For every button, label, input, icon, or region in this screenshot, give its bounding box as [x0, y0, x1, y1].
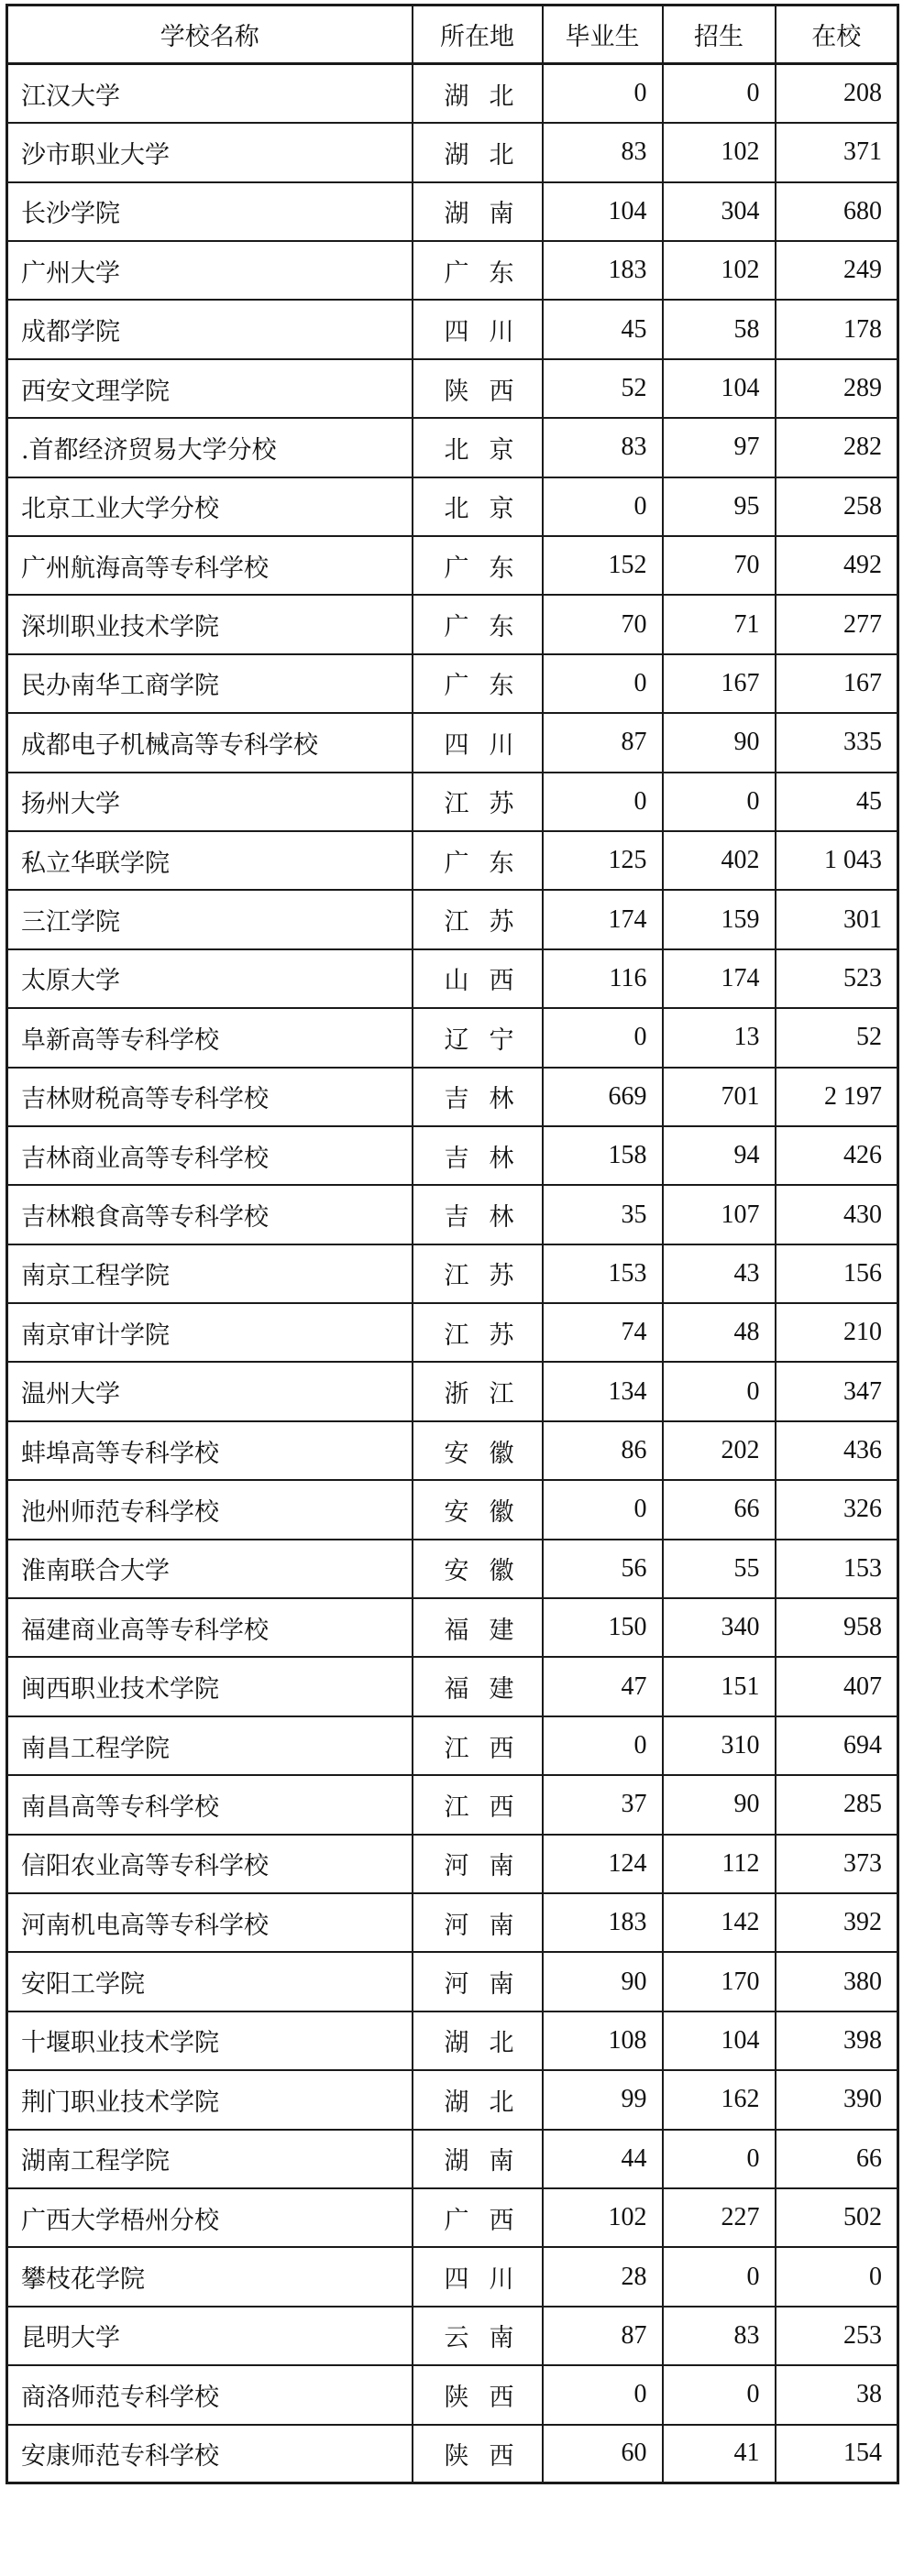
school-name-cell: 淮南联合大学 — [7, 1540, 413, 1598]
table-row — [7, 1185, 898, 1244]
school-name-cell: 河南机电高等专科学校 — [7, 1893, 413, 1952]
location-cell: 安徽 — [413, 1480, 543, 1539]
graduates-cell: 150 — [543, 1598, 663, 1657]
table-row — [7, 949, 898, 1008]
graduates-cell: 47 — [543, 1657, 663, 1716]
in-school-cell: 390 — [776, 2070, 898, 2129]
location-cell: 陕西 — [413, 2365, 543, 2424]
school-name-cell: .首都经济贸易大学分校 — [7, 418, 413, 477]
location-cell: 四川 — [413, 2247, 543, 2306]
school-name-cell: 长沙学院 — [7, 182, 413, 241]
location-cell: 广东 — [413, 595, 543, 653]
school-name-cell: 福建商业高等专科学校 — [7, 1598, 413, 1657]
enrollment-cell: 142 — [663, 1893, 776, 1952]
table-row — [7, 1126, 898, 1185]
enrollment-cell: 97 — [663, 418, 776, 477]
school-name-cell: 江汉大学 — [7, 64, 413, 123]
graduates-cell: 86 — [543, 1421, 663, 1480]
graduates-cell: 183 — [543, 241, 663, 300]
header-in-school: 在校 — [776, 5, 898, 64]
in-school-cell: 282 — [776, 418, 898, 477]
table-row — [7, 1068, 898, 1126]
graduates-cell: 0 — [543, 477, 663, 536]
in-school-cell: 426 — [776, 1126, 898, 1185]
graduates-cell: 0 — [543, 1716, 663, 1775]
table-row — [7, 2425, 898, 2483]
enrollment-cell: 43 — [663, 1244, 776, 1303]
graduates-cell: 99 — [543, 2070, 663, 2129]
enrollment-cell: 151 — [663, 1657, 776, 1716]
header-row — [7, 5, 898, 64]
location-cell: 江苏 — [413, 1244, 543, 1303]
enrollment-cell: 55 — [663, 1540, 776, 1598]
enrollment-cell: 174 — [663, 949, 776, 1008]
school-name-cell: 广州航海高等专科学校 — [7, 536, 413, 595]
location-cell: 广西 — [413, 2188, 543, 2247]
in-school-cell: 392 — [776, 1893, 898, 1952]
location-cell: 云南 — [413, 2307, 543, 2365]
school-name-cell: 十堰职业技术学院 — [7, 2011, 413, 2070]
table-row — [7, 2365, 898, 2424]
table-row — [7, 1952, 898, 2011]
enrollment-cell: 701 — [663, 1068, 776, 1126]
in-school-cell: 347 — [776, 1362, 898, 1420]
location-cell: 吉林 — [413, 1185, 543, 1244]
location-cell: 北京 — [413, 418, 543, 477]
in-school-cell: 380 — [776, 1952, 898, 2011]
enrollment-cell: 170 — [663, 1952, 776, 2011]
graduates-cell: 83 — [543, 418, 663, 477]
enrollment-cell: 70 — [663, 536, 776, 595]
table-row — [7, 300, 898, 358]
in-school-cell: 430 — [776, 1185, 898, 1244]
location-cell: 广东 — [413, 536, 543, 595]
graduates-cell: 0 — [543, 654, 663, 713]
table-row — [7, 1716, 898, 1775]
in-school-cell: 289 — [776, 359, 898, 418]
enrollment-cell: 0 — [663, 64, 776, 123]
school-name-cell: 三江学院 — [7, 890, 413, 948]
location-cell: 江苏 — [413, 773, 543, 831]
location-cell: 吉林 — [413, 1068, 543, 1126]
header-graduates: 毕业生 — [543, 5, 663, 64]
location-cell: 河南 — [413, 1835, 543, 1893]
graduates-cell: 108 — [543, 2011, 663, 2070]
graduates-cell: 183 — [543, 1893, 663, 1952]
enrollment-cell: 66 — [663, 1480, 776, 1539]
location-cell: 辽宁 — [413, 1008, 543, 1067]
school-name-cell: 私立华联学院 — [7, 831, 413, 890]
school-name-cell: 温州大学 — [7, 1362, 413, 1420]
table-row — [7, 1835, 898, 1893]
location-cell: 陕西 — [413, 2425, 543, 2483]
enrollment-cell: 95 — [663, 477, 776, 536]
school-name-cell: 吉林商业高等专科学校 — [7, 1126, 413, 1185]
location-cell: 湖南 — [413, 182, 543, 241]
location-cell: 江西 — [413, 1775, 543, 1834]
in-school-cell: 38 — [776, 2365, 898, 2424]
in-school-cell: 52 — [776, 1008, 898, 1067]
school-name-cell: 吉林财税高等专科学校 — [7, 1068, 413, 1126]
enrollment-cell: 0 — [663, 2247, 776, 2306]
in-school-cell: 335 — [776, 713, 898, 772]
location-cell: 湖北 — [413, 64, 543, 123]
table-body — [7, 64, 898, 2483]
school-name-cell: 安康师范专科学校 — [7, 2425, 413, 2483]
in-school-cell: 253 — [776, 2307, 898, 2365]
enrollment-cell: 340 — [663, 1598, 776, 1657]
enrollment-cell: 94 — [663, 1126, 776, 1185]
school-name-cell: 商洛师范专科学校 — [7, 2365, 413, 2424]
in-school-cell: 156 — [776, 1244, 898, 1303]
location-cell: 福建 — [413, 1598, 543, 1657]
in-school-cell: 436 — [776, 1421, 898, 1480]
location-cell: 河南 — [413, 1952, 543, 2011]
in-school-cell: 178 — [776, 300, 898, 358]
enrollment-cell: 48 — [663, 1303, 776, 1362]
graduates-cell: 35 — [543, 1185, 663, 1244]
enrollment-cell: 167 — [663, 654, 776, 713]
graduates-cell: 174 — [543, 890, 663, 948]
enrollment-cell: 0 — [663, 2130, 776, 2188]
graduates-cell: 74 — [543, 1303, 663, 1362]
location-cell: 湖北 — [413, 2070, 543, 2129]
table-row — [7, 595, 898, 653]
location-cell: 湖北 — [413, 2011, 543, 2070]
table-container — [6, 4, 899, 2484]
in-school-cell: 301 — [776, 890, 898, 948]
graduates-cell: 52 — [543, 359, 663, 418]
graduates-cell: 124 — [543, 1835, 663, 1893]
school-name-cell: 吉林粮食高等专科学校 — [7, 1185, 413, 1244]
graduates-cell: 669 — [543, 1068, 663, 1126]
enrollment-cell: 71 — [663, 595, 776, 653]
graduates-cell: 45 — [543, 300, 663, 358]
table-row — [7, 1008, 898, 1067]
enrollment-cell: 58 — [663, 300, 776, 358]
school-name-cell: 广西大学梧州分校 — [7, 2188, 413, 2247]
school-name-cell: 扬州大学 — [7, 773, 413, 831]
graduates-cell: 0 — [543, 1480, 663, 1539]
graduates-cell: 0 — [543, 64, 663, 123]
enrollment-cell: 162 — [663, 2070, 776, 2129]
enrollment-cell: 402 — [663, 831, 776, 890]
graduates-cell: 125 — [543, 831, 663, 890]
in-school-cell: 502 — [776, 2188, 898, 2247]
location-cell: 江西 — [413, 1716, 543, 1775]
school-statistics-table — [6, 4, 899, 2484]
graduates-cell: 70 — [543, 595, 663, 653]
enrollment-cell: 104 — [663, 2011, 776, 2070]
enrollment-cell: 310 — [663, 1716, 776, 1775]
table-row — [7, 773, 898, 831]
school-name-cell: 安阳工学院 — [7, 1952, 413, 2011]
table-row — [7, 654, 898, 713]
school-name-cell: 南京审计学院 — [7, 1303, 413, 1362]
table-row — [7, 1362, 898, 1420]
table-row — [7, 1244, 898, 1303]
in-school-cell: 258 — [776, 477, 898, 536]
header-school-name: 学校名称 — [7, 5, 413, 64]
location-cell: 江苏 — [413, 890, 543, 948]
school-name-cell: 深圳职业技术学院 — [7, 595, 413, 653]
location-cell: 江苏 — [413, 1303, 543, 1362]
location-cell: 湖南 — [413, 2130, 543, 2188]
table-row — [7, 123, 898, 181]
school-name-cell: 南京工程学院 — [7, 1244, 413, 1303]
graduates-cell: 44 — [543, 2130, 663, 2188]
in-school-cell: 2 197 — [776, 1068, 898, 1126]
header-location: 所在地 — [413, 5, 543, 64]
in-school-cell: 277 — [776, 595, 898, 653]
location-cell: 广东 — [413, 831, 543, 890]
table-header — [7, 5, 898, 64]
school-name-cell: 西安文理学院 — [7, 359, 413, 418]
enrollment-cell: 0 — [663, 773, 776, 831]
enrollment-cell: 107 — [663, 1185, 776, 1244]
location-cell: 吉林 — [413, 1126, 543, 1185]
graduates-cell: 104 — [543, 182, 663, 241]
in-school-cell: 154 — [776, 2425, 898, 2483]
location-cell: 广东 — [413, 654, 543, 713]
graduates-cell: 90 — [543, 1952, 663, 2011]
school-name-cell: 湖南工程学院 — [7, 2130, 413, 2188]
in-school-cell: 249 — [776, 241, 898, 300]
table-row — [7, 2011, 898, 2070]
graduates-cell: 37 — [543, 1775, 663, 1834]
location-cell: 山西 — [413, 949, 543, 1008]
school-name-cell: 池州师范专科学校 — [7, 1480, 413, 1539]
in-school-cell: 1 043 — [776, 831, 898, 890]
school-name-cell: 南昌工程学院 — [7, 1716, 413, 1775]
in-school-cell: 694 — [776, 1716, 898, 1775]
school-name-cell: 民办南华工商学院 — [7, 654, 413, 713]
graduates-cell: 152 — [543, 536, 663, 595]
table-row — [7, 1540, 898, 1598]
graduates-cell: 56 — [543, 1540, 663, 1598]
table-row — [7, 536, 898, 595]
graduates-cell: 60 — [543, 2425, 663, 2483]
school-name-cell: 北京工业大学分校 — [7, 477, 413, 536]
table-row — [7, 1303, 898, 1362]
in-school-cell: 958 — [776, 1598, 898, 1657]
enrollment-cell: 227 — [663, 2188, 776, 2247]
table-row — [7, 1598, 898, 1657]
in-school-cell: 371 — [776, 123, 898, 181]
table-row — [7, 2130, 898, 2188]
table-row — [7, 2247, 898, 2306]
graduates-cell: 158 — [543, 1126, 663, 1185]
school-name-cell: 太原大学 — [7, 949, 413, 1008]
enrollment-cell: 90 — [663, 713, 776, 772]
table-row — [7, 1775, 898, 1834]
in-school-cell: 66 — [776, 2130, 898, 2188]
location-cell: 安徽 — [413, 1421, 543, 1480]
graduates-cell: 116 — [543, 949, 663, 1008]
in-school-cell: 680 — [776, 182, 898, 241]
table-row — [7, 1657, 898, 1716]
enrollment-cell: 83 — [663, 2307, 776, 2365]
school-name-cell: 昆明大学 — [7, 2307, 413, 2365]
enrollment-cell: 90 — [663, 1775, 776, 1834]
table-row — [7, 182, 898, 241]
enrollment-cell: 304 — [663, 182, 776, 241]
enrollment-cell: 13 — [663, 1008, 776, 1067]
enrollment-cell: 102 — [663, 123, 776, 181]
location-cell: 安徽 — [413, 1540, 543, 1598]
graduates-cell: 0 — [543, 773, 663, 831]
location-cell: 湖北 — [413, 123, 543, 181]
graduates-cell: 0 — [543, 2365, 663, 2424]
in-school-cell: 326 — [776, 1480, 898, 1539]
enrollment-cell: 112 — [663, 1835, 776, 1893]
in-school-cell: 208 — [776, 64, 898, 123]
in-school-cell: 492 — [776, 536, 898, 595]
graduates-cell: 134 — [543, 1362, 663, 1420]
location-cell: 北京 — [413, 477, 543, 536]
table-row — [7, 477, 898, 536]
location-cell: 河南 — [413, 1893, 543, 1952]
enrollment-cell: 202 — [663, 1421, 776, 1480]
table-row — [7, 241, 898, 300]
header-enrollment: 招生 — [663, 5, 776, 64]
graduates-cell: 153 — [543, 1244, 663, 1303]
in-school-cell: 398 — [776, 2011, 898, 2070]
location-cell: 四川 — [413, 713, 543, 772]
graduates-cell: 87 — [543, 2307, 663, 2365]
in-school-cell: 373 — [776, 1835, 898, 1893]
graduates-cell: 87 — [543, 713, 663, 772]
in-school-cell: 153 — [776, 1540, 898, 1598]
school-name-cell: 闽西职业技术学院 — [7, 1657, 413, 1716]
school-name-cell: 攀枝花学院 — [7, 2247, 413, 2306]
location-cell: 四川 — [413, 300, 543, 358]
table-row — [7, 713, 898, 772]
table-row — [7, 64, 898, 123]
school-name-cell: 成都学院 — [7, 300, 413, 358]
graduates-cell: 28 — [543, 2247, 663, 2306]
table-row — [7, 2307, 898, 2365]
in-school-cell: 167 — [776, 654, 898, 713]
graduates-cell: 102 — [543, 2188, 663, 2247]
school-name-cell: 广州大学 — [7, 241, 413, 300]
enrollment-cell: 102 — [663, 241, 776, 300]
table-row — [7, 2070, 898, 2129]
in-school-cell: 210 — [776, 1303, 898, 1362]
in-school-cell: 45 — [776, 773, 898, 831]
location-cell: 广东 — [413, 241, 543, 300]
in-school-cell: 285 — [776, 1775, 898, 1834]
in-school-cell: 523 — [776, 949, 898, 1008]
school-name-cell: 信阳农业高等专科学校 — [7, 1835, 413, 1893]
enrollment-cell: 104 — [663, 359, 776, 418]
table-row — [7, 359, 898, 418]
table-row — [7, 418, 898, 477]
school-name-cell: 阜新高等专科学校 — [7, 1008, 413, 1067]
in-school-cell: 407 — [776, 1657, 898, 1716]
location-cell: 福建 — [413, 1657, 543, 1716]
graduates-cell: 83 — [543, 123, 663, 181]
in-school-cell: 0 — [776, 2247, 898, 2306]
enrollment-cell: 0 — [663, 2365, 776, 2424]
table-row — [7, 1893, 898, 1952]
enrollment-cell: 41 — [663, 2425, 776, 2483]
school-name-cell: 蚌埠高等专科学校 — [7, 1421, 413, 1480]
graduates-cell: 0 — [543, 1008, 663, 1067]
school-name-cell: 成都电子机械高等专科学校 — [7, 713, 413, 772]
table-row — [7, 831, 898, 890]
enrollment-cell: 0 — [663, 1362, 776, 1420]
school-name-cell: 沙市职业大学 — [7, 123, 413, 181]
table-row — [7, 890, 898, 948]
table-row — [7, 2188, 898, 2247]
enrollment-cell: 159 — [663, 890, 776, 948]
table-row — [7, 1480, 898, 1539]
school-name-cell: 南昌高等专科学校 — [7, 1775, 413, 1834]
school-name-cell: 荆门职业技术学院 — [7, 2070, 413, 2129]
location-cell: 浙江 — [413, 1362, 543, 1420]
location-cell: 陕西 — [413, 359, 543, 418]
table-row — [7, 1421, 898, 1480]
